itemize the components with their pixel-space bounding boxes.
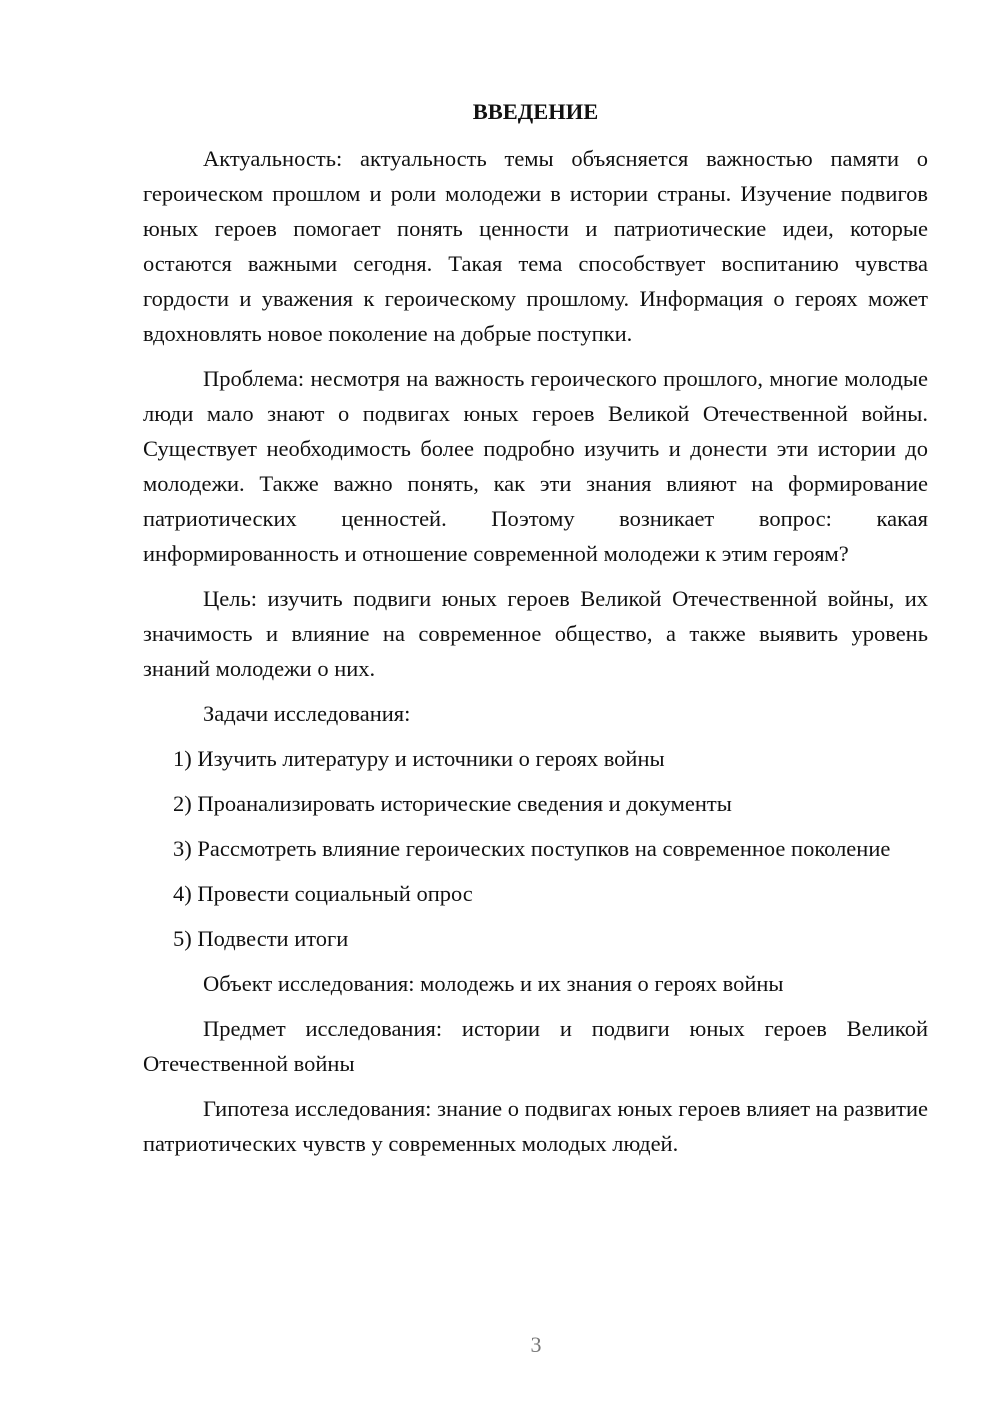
relevance-paragraph: Актуальность: актуальность темы объясняется важностью памяти о героическом прошлом и роли молодежи в истории страны. Изучение подвигов юных героев помогает понять ценности и патриотические идеи, которые остаются важными сегодня. Такая тема способствует воспитанию чувства гордости и уважения к героическому прошлому. Информация о героях может вдохновлять новое поколение на добрые поступки. [143, 146, 928, 346]
hypothesis-paragraph: Гипотеза исследования: знание о подвигах юных героев влияет на развитие патриотических чувств у современных молодых людей. [143, 1096, 928, 1156]
goal-paragraph: Цель: изучить подвиги юных героев Великой Отечественной войны, их значимость и влияние на современное общество, а также выявить уровень знаний молодежи о них. [143, 586, 928, 681]
task-item: 4) Провести социальный опрос [173, 881, 473, 906]
section-title: ВВЕДЕНИЕ [472, 99, 599, 124]
task-item: 5) Подвести итоги [173, 926, 349, 951]
task-item: 2) Проанализировать исторические сведения и документы [173, 791, 732, 816]
task-item: 1) Изучить литературу и источники о героях войны [173, 746, 665, 771]
document-page [143, 94, 928, 1171]
object-paragraph: Объект исследования: молодежь и их знания о героях войны [203, 971, 784, 996]
tasks-list [143, 741, 928, 956]
page-number: 3 [530, 1332, 542, 1357]
problem-paragraph: Проблема: несмотря на важность героического прошлого, многие молодые люди мало знают о подвигах юных героев Великой Отечественной войны. Существует необходимость более подробно изучить и донести эти истории до молодежи. Также важно понять, как эти знания влияют на формирование патриотических ценностей. Поэтому возникает вопрос: какая информированность и отношение современной молодежи к этим героям? [143, 366, 928, 566]
subject-paragraph: Предмет исследования: истории и подвиги юных героев Великой Отечественной войны [143, 1016, 928, 1076]
tasks-heading: Задачи исследования: [203, 701, 411, 726]
task-item: 3) Рассмотреть влияние героических поступков на современное поколение [173, 836, 891, 861]
